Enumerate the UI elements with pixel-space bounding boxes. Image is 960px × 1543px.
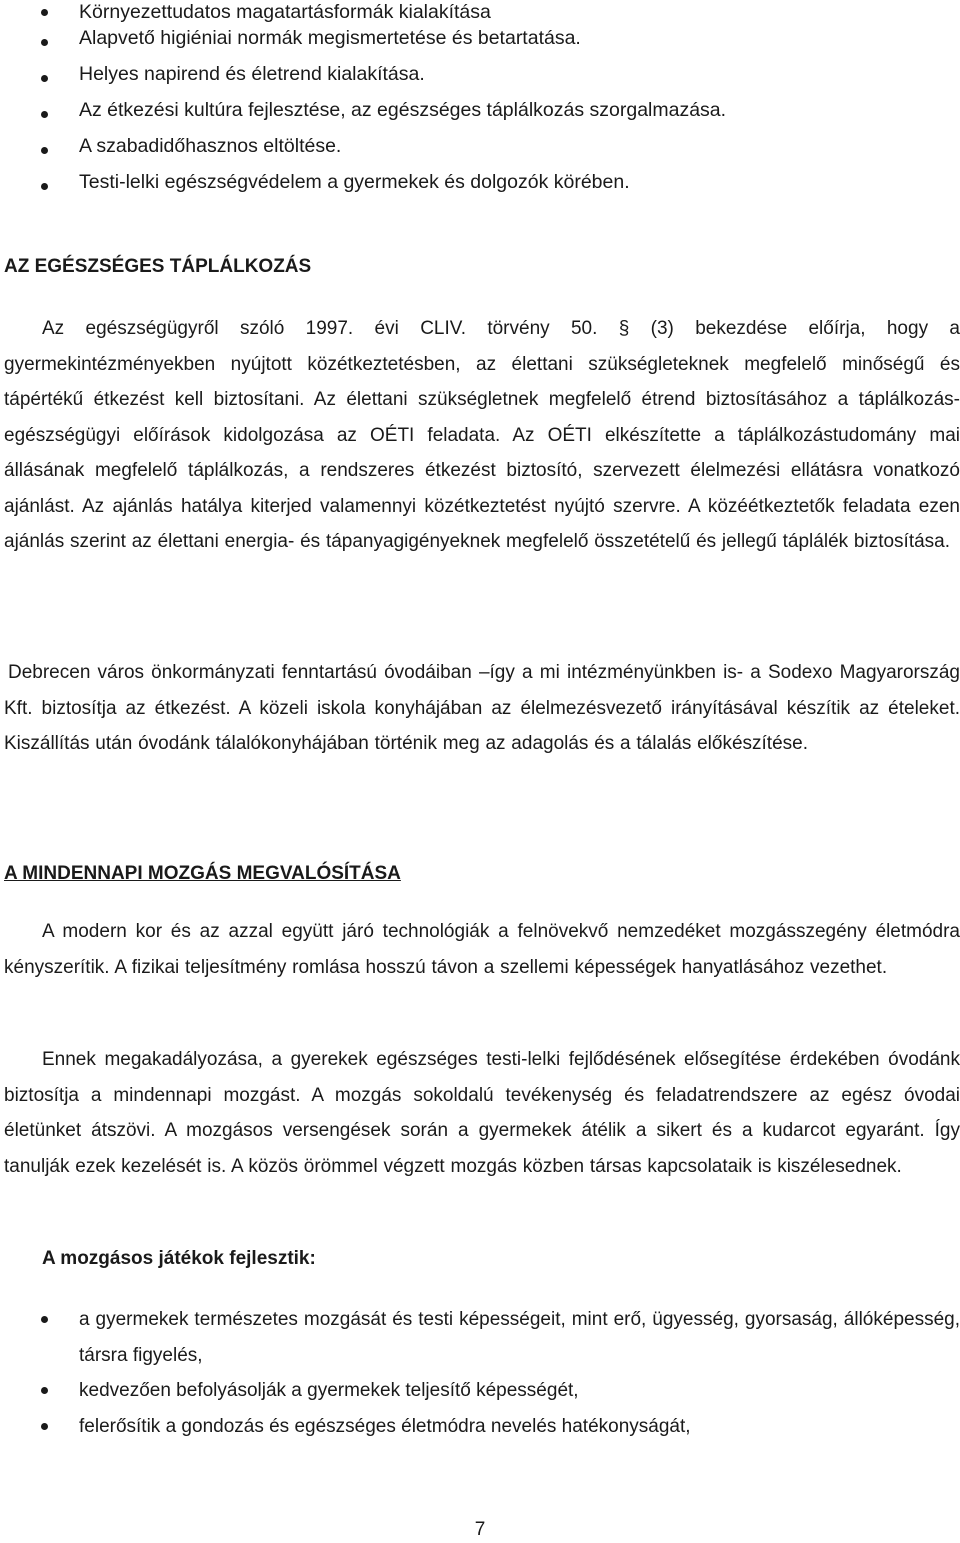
list-item: Helyes napirend és életrend kialakítása. [0, 60, 960, 96]
list-item: Alapvető higiéniai normák megismertetése és betartatása. [0, 24, 960, 60]
movement-paragraph-prevention: Ennek megakadályozása, a gyerekek egészséges testi-lelki fejlődésének elősegítése érdekében óvodánk biztosítja a mindennapi mozgást. A mozgás sokoldalú tevékenység és feladatrendszere az egész óvodai életünket átszövi. A mozgásos versengések során a gyermekek átélik a sikert és a kudarcot egyaránt. Így tanulják ezek kezelését is. A közös örömmel végzett mozgás közben társas kapcsolataik is kiszélesednek. [4, 1049, 960, 1177]
list-item: Környezettudatos magatartásformák kialakítása [0, 0, 960, 24]
bullet-icon [41, 1423, 48, 1430]
list-item: Az étkezési kultúra fejlesztése, az egészséges táplálkozás szorgalmazása. [0, 96, 960, 132]
movement-games-bullet-list [0, 1302, 960, 1444]
bullet-icon [41, 39, 48, 46]
page-number: 7 [474, 1519, 486, 1540]
list-item: a gyermekek természetes mozgását és testi képességeit, mint erő, ügyesség, gyorsaság, állóképesség, társra figyelés, [0, 1302, 960, 1373]
bullet-icon [41, 1316, 48, 1323]
list-item: kedvezően befolyásolják a gyermekek teljesítő képességét, [0, 1373, 960, 1409]
movement-games-subheading: A mozgásos játékok fejlesztik: [42, 1248, 316, 1269]
section-heading-daily-movement: A MINDENNAPI MOZGÁS MEGVALÓSÍTÁSA [4, 863, 401, 884]
movement-paragraph-modern-age: A modern kor és az azzal együtt járó technológiák a felnövekvő nemzedéket mozgásszegény életmódra kényszerítik. A fizikai teljesítmény romlása hosszú távon a szellemi képességek hanyatlásához vezethet. [4, 921, 960, 978]
section-heading-nutrition: AZ EGÉSZSÉGES TÁPLÁLKOZÁS [4, 256, 312, 277]
bullet-icon [41, 9, 48, 16]
goals-bullet-list [0, 0, 960, 204]
bullet-icon [41, 183, 48, 190]
bullet-icon [41, 111, 48, 118]
nutrition-paragraph-catering: Debrecen város önkormányzati fenntartású óvodáiban –így a mi intézményünkben is- a Sodexo Magyarország Kft. biztosítja az étkezést. A közeli iskola konyhájában az élelmezésvezető irányításával készítik az ételeket. Kiszállítás után óvodánk tálalókonyhájában történik meg az adagolás és a tálalás előkészítése. [4, 662, 960, 754]
list-item: Testi-lelki egészségvédelem a gyermekek és dolgozók körében. [0, 168, 960, 204]
list-item: felerősítik a gondozás és egészséges életmódra nevelés hatékonyságát, [0, 1409, 960, 1445]
bullet-icon [41, 75, 48, 82]
list-item: A szabadidőhasznos eltöltése. [0, 132, 960, 168]
bullet-icon [41, 1387, 48, 1394]
nutrition-paragraph-law: Az egészségügyről szóló 1997. évi CLIV. törvény 50. § (3) bekezdése előírja, hogy a gyermekintézményekben nyújtott közétkeztetésben, az élettani szükségleteknek megfelelő minőségű és tápértékű étkezést kell biztosítani. Az élettani szükségletnek megfelelő étrend biztosításához a táplálkozás- egészségügyi előírások kidolgozása az OÉTI feladata. Az OÉTI elkészítette a táplálkozástudomány mai állásának megfelelő táplálkozás, a rendszeres étkezést biztosító, szervezett élelmezési ellátásra vonatkozó ajánlást. Az ajánlás hatálya kiterjed valamennyi közétkeztetést nyújtó szervre. A közéétkeztetők feladata ezen ajánlás szerint az élettani energia- és tápanyagigényeknek megfelelő összetételű és jellegű táplálék biztosítása. [4, 318, 960, 552]
bullet-icon [41, 147, 48, 154]
